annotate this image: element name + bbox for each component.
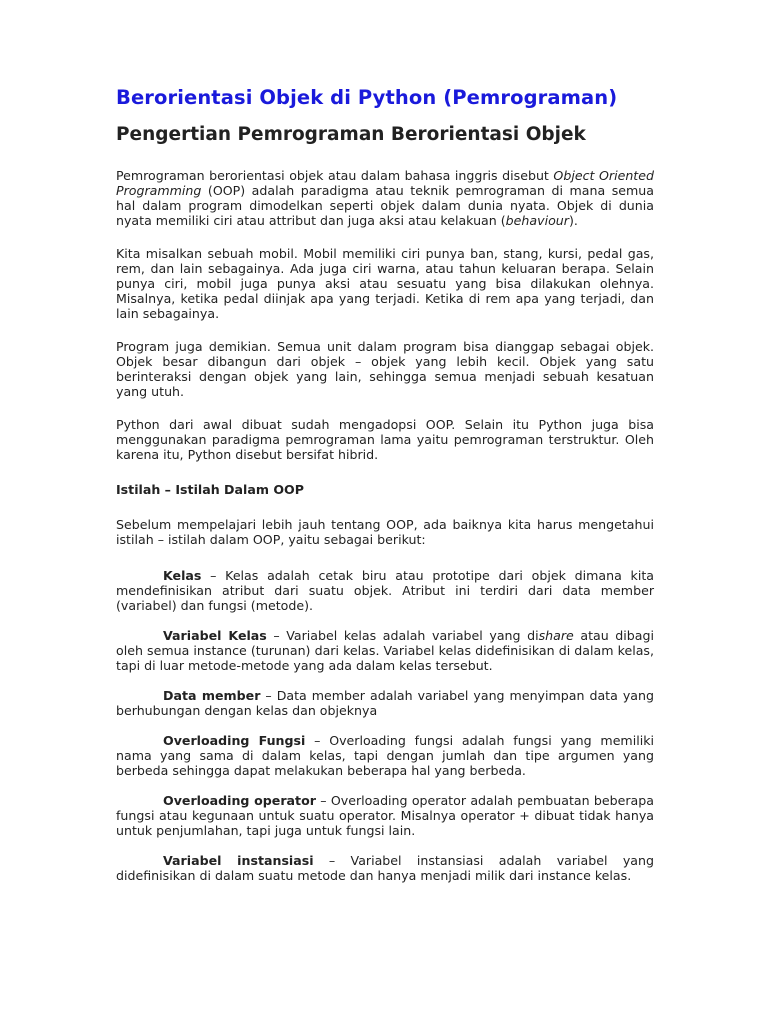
- paragraph-text: Pemrograman berorientasi objek atau dalam bahasa inggris disebut: [116, 168, 554, 183]
- definition-overloading-fungsi: [116, 733, 654, 778]
- paragraph-text: ).: [568, 213, 578, 228]
- paragraph-text: (OOP) adalah paradigma atau teknik pemrograman di mana semua hal dalam program dimodelkan seperti objek dalam dunia nyata. Objek di dunia nyata memiliki ciri atau attribut dan juga aksi atau kelakuan (: [116, 183, 654, 228]
- definition-text: – Variabel kelas adalah variabel yang di: [266, 628, 539, 643]
- paragraph-terms-intro: Sebelum mempelajari lebih jauh tentang OOP, ada baiknya kita harus mengetahui istilah – istilah dalam OOP, yaitu sebagai berikut:: [116, 517, 654, 547]
- italic-term-oop: Object Oriented Programming: [116, 168, 654, 198]
- paragraph-oop-definition: [116, 168, 654, 228]
- definition-text: atau dibagi oleh semua instance (turunan) dari kelas. Variabel kelas didefinisikan di dalam kelas, tapi di luar metode-metode yang ada dalam kelas tersebut.: [116, 628, 655, 673]
- italic-term-behaviour: behaviour: [505, 213, 569, 228]
- document-title: Berorientasi Objek di Python (Pemrograman): [116, 86, 618, 109]
- definition-text: – Overloading fungsi adalah fungsi yang memiliki nama yang sama di dalam kelas, tapi dengan jumlah dan tipe argumen yang berbeda sehingga dapat melakukan beberapa hal yang berbeda.: [116, 733, 654, 778]
- definition-kelas: [116, 568, 654, 613]
- paragraph-python-hybrid: Python dari awal dibuat sudah mengadopsi OOP. Selain itu Python juga bisa menggunakan paradigma pemrograman lama yaitu pemrograman terstruktur. Oleh karena itu, Python disebut bersifat hibrid.: [116, 417, 654, 462]
- section-title: Pengertian Pemrograman Berorientasi Objek: [116, 124, 586, 145]
- term-data-member: Data member: [163, 688, 261, 703]
- term-variabel-kelas: Variabel Kelas: [163, 628, 267, 643]
- definition-variabel-kelas: [116, 628, 654, 673]
- definition-overloading-operator: [116, 793, 654, 838]
- term-overloading-fungsi: Overloading Fungsi: [163, 733, 306, 748]
- definition-variabel-instansiasi: [116, 853, 654, 883]
- term-overloading-operator: Overloading operator: [163, 793, 316, 808]
- definition-text: – Variabel instansiasi adalah variabel yang didefinisikan di dalam suatu metode dan hanya menjadi milik dari instance kelas.: [116, 853, 655, 883]
- definition-data-member: [116, 688, 654, 718]
- italic-word-share: share: [538, 628, 574, 643]
- term-kelas: Kelas: [163, 568, 202, 583]
- definition-text: – Kelas adalah cetak biru atau prototipe dari objek dimana kita mendefinisikan atribut dari suatu objek. Atribut ini terdiri dari data member (variabel) dan fungsi (metode).: [116, 568, 654, 613]
- definition-text: – Overloading operator adalah pembuatan beberapa fungsi atau kegunaan untuk suatu operator. Misalnya operator + dibuat tidak hanya untuk penjumlahan, tapi juga untuk fungsi lain.: [116, 793, 654, 838]
- term-variabel-instansiasi: Variabel instansiasi: [163, 853, 314, 868]
- definition-text: – Data member adalah variabel yang menyimpan data yang berhubungan dengan kelas dan objeknya: [116, 688, 654, 718]
- document-page: [116, 84, 654, 883]
- paragraph-car-example: Kita misalkan sebuah mobil. Mobil memiliki ciri punya ban, stang, kursi, pedal gas, rem, dan lain sebagainya. Ada juga ciri warna, atau tahun keluaran berapa. Selain punya ciri, mobil juga punya aksi atau sesuatu yang bisa dilakukan olehnya. Misalnya, ketika pedal diinjak apa yang terjadi. Ketika di rem apa yang terjadi, dan lain sebagainya.: [116, 246, 654, 321]
- paragraph-program-objects: Program juga demikian. Semua unit dalam program bisa dianggap sebagai objek. Objek besar dibangun dari objek – objek yang lebih kecil. Objek yang satu berinteraksi dengan objek yang lain, sehingga semua menjadi sebuah kesatuan yang utuh.: [116, 339, 654, 399]
- section-heading-oop-terms: Istilah – Istilah Dalam OOP: [116, 482, 304, 497]
